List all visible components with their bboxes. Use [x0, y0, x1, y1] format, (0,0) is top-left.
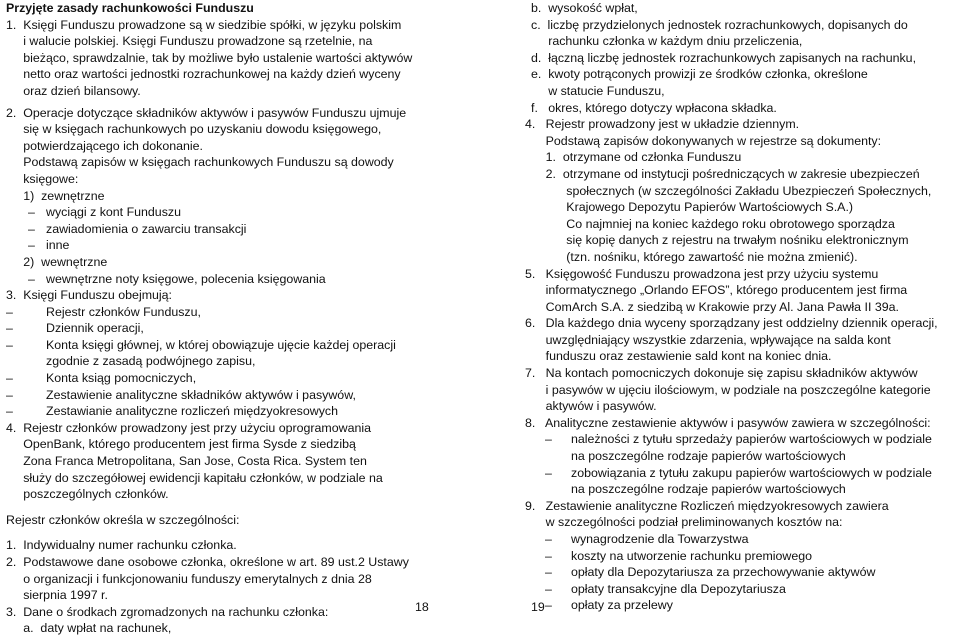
list-item-text: wynagrodzenie dla Towarzystwa — [571, 532, 749, 546]
paragraph-line: 7. Na kontach pomocniczych dokonuje się zapisu składników aktywów — [525, 366, 918, 381]
paragraph-line: 2. otrzymane od instytucji pośredniczących w zakresie ubezpieczeń — [525, 166, 920, 181]
paragraph-line: poszczególnych członków. — [6, 487, 169, 502]
paragraph-line: Podstawą zapisów dokonywanych w rejestrze są dokumenty: — [525, 133, 882, 148]
paragraph-line: f. okres, którego dotyczy wpłacona składka. — [531, 100, 777, 115]
list-item-text: na poszczególne rodzaje papierów wartościowych — [571, 449, 846, 464]
paragraph-line: i pasywów w ujęciu ilościowym, w podziale na poszczególne kategorie — [525, 382, 931, 397]
paragraph-line: (tzn. nośniku, którego zawartość nie można zmienić). — [525, 249, 858, 264]
list-item-text: opłaty dla Depozytariusza za przechowywanie aktywów — [571, 565, 876, 580]
list-item-text: Rejestr członków Funduszu, — [46, 304, 201, 319]
list-item-text: opłaty za przelewy — [571, 598, 673, 613]
list-item — [6, 387, 426, 404]
list-item-text: zawiadomienia o zawarciu transakcji — [46, 221, 247, 236]
list-item — [523, 581, 955, 598]
list-item-text: Konta ksiąg pomocniczych, — [46, 371, 197, 386]
paragraph-line: Podstawą zapisów w księgach rachunkowych Funduszu są dowody — [6, 155, 394, 170]
dash-bullet: – — [545, 565, 552, 580]
paragraph-line: 1. Indywidualny numer rachunku członka. — [6, 538, 237, 553]
paragraph-line: 1. otrzymane od członka Funduszu — [525, 150, 742, 165]
list-item — [523, 564, 955, 581]
list-item — [6, 403, 426, 420]
paragraph-line: 2) wewnętrzne — [6, 254, 108, 269]
list-item — [6, 370, 426, 387]
dash-bullet: – — [545, 548, 552, 563]
paragraph-line: aktywów i pasywów. — [525, 399, 657, 414]
list-item-text: wewnętrzne noty księgowe, polecenia księgowania — [46, 271, 326, 286]
list-item-text: na poszczególne rodzaje papierów wartościowych — [571, 482, 846, 497]
paragraph-line: d. łączną liczbę jednostek rozrachunkowych zapisanych na rachunku, — [531, 50, 917, 65]
dash-bullet: – — [545, 465, 552, 480]
list-item-continuation — [523, 481, 955, 498]
dash-bullet: – — [28, 238, 35, 253]
list-item-text: zobowiązania z tytułu zakupu papierów wartościowych w podziale — [571, 465, 932, 480]
paragraph-line: służy do szczegółowej ewidencji kapitału członków, w podziale na — [6, 470, 383, 485]
list-item-continuation — [523, 448, 955, 465]
list-item — [6, 304, 426, 321]
list-item — [523, 431, 955, 448]
paragraph-line: sierpnia 1997 r. — [6, 588, 108, 603]
paragraph-line: 3. Dane o środkach zgromadzonych na rachunku członka: — [6, 604, 329, 619]
paragraph-line: się kopię danych z rejestru na trwałym nośniku elektronicznym — [525, 233, 909, 248]
list-item — [6, 221, 426, 238]
list-item — [523, 548, 955, 565]
list-item-text: Konta księgi głównej, w której obowiązuje ujęcie każdej operacji — [46, 337, 396, 352]
paragraph-line: funduszu oraz zestawienie sald kont na koniec dnia. — [525, 349, 832, 364]
paragraph-line: się w księgach rachunkowych po uzyskaniu dowodu księgowego, — [6, 122, 382, 137]
paragraph-line: 2. Podstawowe dane osobowe członka, określone w art. 89 ust.2 Ustawy — [6, 555, 409, 569]
paragraph-line: i walucie polskiej. Księgi Funduszu prowadzone są rzetelnie, na — [6, 34, 373, 49]
dash-bullet: – — [545, 532, 552, 546]
page-number-left: 18 — [415, 600, 429, 614]
list-item — [6, 271, 426, 288]
paragraph-line: 1. Księgi Funduszu prowadzone są w siedzibie spółki, w języku polskim — [6, 17, 402, 32]
dash-bullet: – — [6, 321, 13, 336]
paragraph-line: księgowe: — [6, 171, 79, 186]
paragraph-line: 5. Księgowość Funduszu prowadzona jest przy użyciu systemu — [525, 266, 879, 281]
paragraph-line: 1) zewnętrzne — [6, 188, 105, 203]
list-item-text: Zestawienie analityczne składników aktywów i pasywów, — [46, 387, 356, 402]
paragraph-line: e. kwoty potrąconych prowizji ze środków członka, określone — [531, 67, 868, 82]
paragraph-line: OpenBank, którego producentem jest firma Sysde z siedzibą — [6, 437, 356, 452]
section-title: Przyjęte zasady rachunkowości Funduszu — [6, 1, 254, 15]
dash-bullet: – — [545, 581, 552, 596]
paragraph-line: potwierdzającego ich dokonanie. — [6, 138, 203, 153]
paragraph-line: uwzględniający wszystkie zdarzenia, wpływające na salda kont — [525, 332, 891, 347]
dash-bullet: – — [6, 387, 13, 402]
dash-bullet: – — [545, 432, 552, 447]
list-item-text: Zestawianie analityczne rozliczeń międzyokresowych — [46, 404, 338, 419]
list-item-text: koszty na utworzenie rachunku premiowego — [571, 548, 813, 563]
list-item-continuation — [6, 353, 426, 370]
list-item — [523, 531, 955, 548]
dash-bullet: – — [6, 404, 13, 419]
dash-bullet: – — [28, 221, 35, 236]
paragraph-line: oraz dzień bilansowy. — [6, 83, 141, 98]
list-item-text: inne — [46, 238, 70, 253]
paragraph-line: c. liczbę przydzielonych jednostek rozrachunkowych, dopisanych do — [531, 17, 908, 32]
list-item — [6, 337, 426, 354]
list-item — [6, 237, 426, 254]
paragraph-line: a. daty wpłat na rachunek, — [6, 621, 172, 636]
list-item-text: opłaty transakcyjne dla Depozytariusza — [571, 581, 786, 596]
paragraph-line: 4. Rejestr prowadzony jest w układzie dziennym. — [525, 117, 800, 132]
list-item-text: wyciągi z kont Funduszu — [46, 205, 181, 220]
dash-bullet: – — [6, 371, 13, 386]
paragraph-line: w szczególności podział preliminowanych kosztów na: — [525, 515, 843, 530]
list-item — [6, 204, 426, 221]
paragraph-line: 6. Dla każdego dnia wyceny sporządzany jest oddzielny dziennik operacji, — [525, 316, 938, 331]
list-item — [6, 320, 426, 337]
paragraph-line: 2. Operacje dotyczące składników aktywów i pasywów Funduszu ujmuje — [6, 105, 407, 120]
list-item-text: zgodnie z zasadą podwójnego zapisu, — [46, 354, 256, 369]
list-item — [523, 597, 955, 614]
list-item-text: należności z tytułu sprzedaży papierów wartościowych w podziale — [571, 432, 932, 447]
paragraph-line: 3. Księgi Funduszu obejmują: — [6, 288, 172, 303]
paragraph-line: 9. Zestawienie analityczne Rozliczeń międzyokresowych zawiera — [525, 498, 889, 513]
paragraph-line: 4. Rejestr członków prowadzony jest przy użyciu oprogramowania — [6, 420, 371, 435]
dash-bullet: – — [545, 598, 552, 613]
page-number-right: 19 — [531, 600, 545, 614]
spacer — [6, 503, 426, 512]
list-item — [523, 465, 955, 482]
paragraph-line: b. wysokość wpłat, — [531, 1, 638, 15]
dash-bullet: – — [28, 271, 35, 286]
paragraph-line: Co najmniej na koniec każdego roku obrotowego sporządza — [525, 216, 895, 231]
paragraph-line: informatycznego „Orlando EFOS”, którego producentem jest firma — [525, 283, 908, 298]
list-item-text: Dziennik operacji, — [46, 321, 144, 336]
paragraph-line: ComArch S.A. z siedzibą w Krakowie przy Al. Jana Pawła II 39a. — [525, 299, 899, 314]
paragraph-line: Krajowego Depozytu Papierów Wartościowych S.A.) — [525, 200, 854, 215]
spacer — [6, 528, 426, 537]
paragraph-line: Zona Franca Metropolitana, San Jose, Costa Rica. System ten — [6, 454, 367, 469]
paragraph-line: netto oraz wartości jednostki rozrachunkowej na każdy dzień wyceny — [6, 67, 401, 82]
dash-bullet: – — [6, 304, 13, 319]
paragraph-line: społecznych (w szczególności Zakładu Ubezpieczeń Społecznych, — [525, 183, 932, 198]
paragraph-line: bieżąco, sprawdzalnie, tak by możliwe było ustalenie wartości aktywów — [6, 50, 413, 65]
paragraph-line: w statucie Funduszu, — [531, 83, 665, 98]
paragraph-line: o organizacji i funkcjonowaniu funduszy emerytalnych z dnia 28 — [6, 571, 372, 586]
right-page — [523, 0, 955, 614]
paragraph-line: 8. Analityczne zestawienie aktywów i pasywów zawiera w szczególności: — [525, 415, 931, 430]
dash-bullet: – — [6, 337, 13, 352]
dash-bullet: – — [28, 205, 35, 220]
left-page — [6, 0, 426, 637]
paragraph-line: rachunku członka w każdym dniu przeliczenia, — [531, 34, 803, 49]
paragraph-line: Rejestr członków określa w szczególności: — [6, 512, 240, 527]
